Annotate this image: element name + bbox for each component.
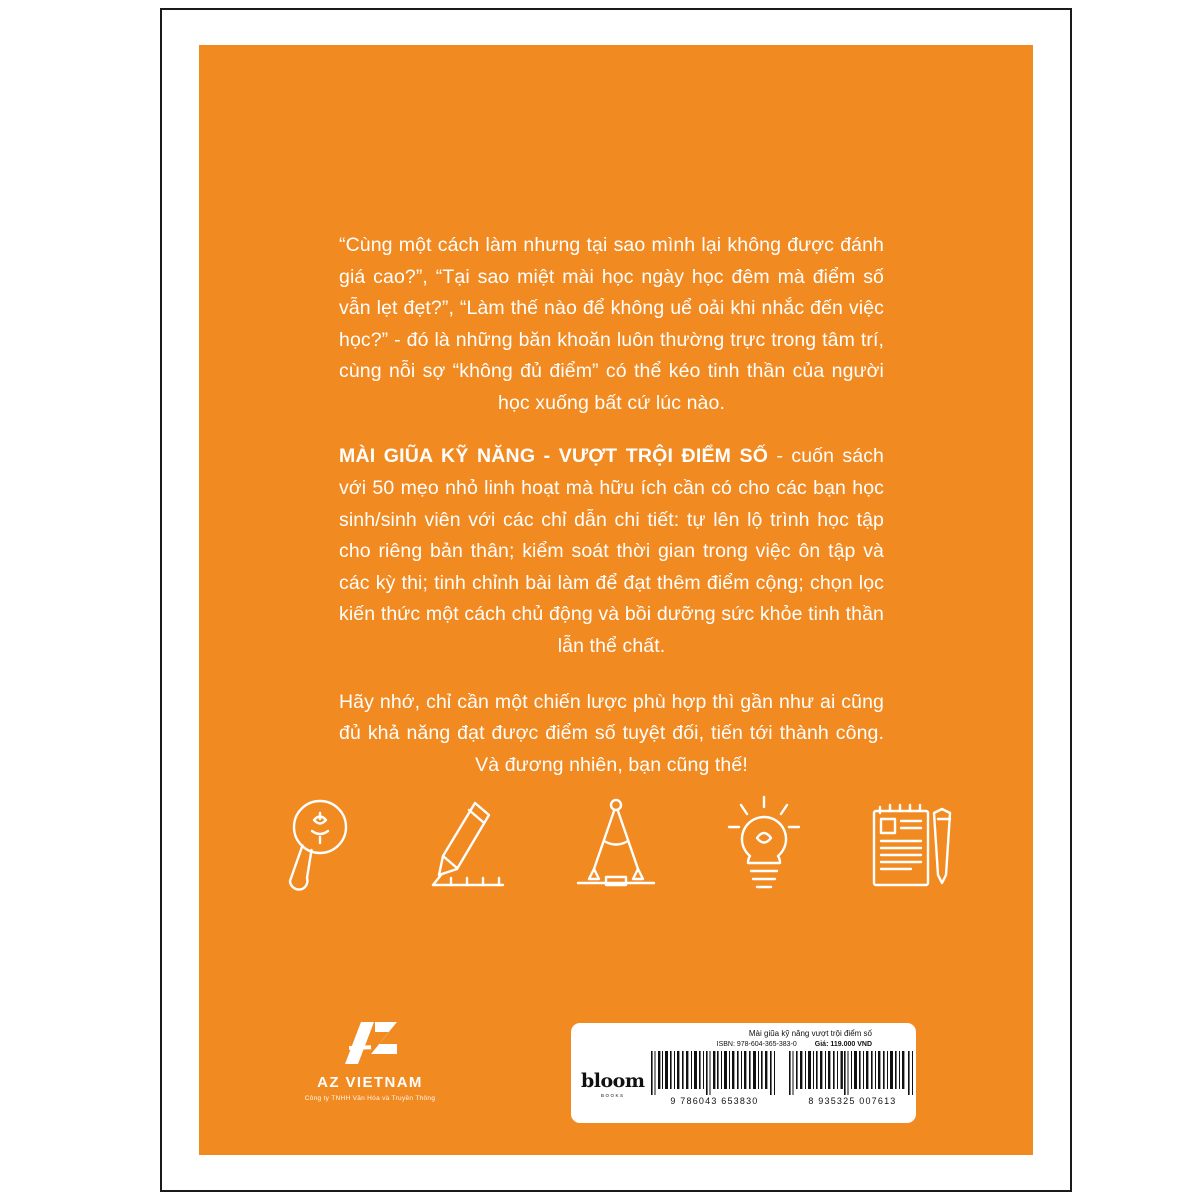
imprint-name: bloom <box>581 1070 645 1093</box>
blurb-paragraph-2-rest: - cuốn sách với 50 mẹo nhỏ linh hoạt mà hữu ích cần có cho các bạn học sinh/sinh viên với các chỉ dẫn chi tiết: tự lên lộ trình học tập cho riêng bản thân; kiểm soát thời gian trong việc ôn tập và các kỳ thi; tinh chỉnh bài làm để đạt thêm điểm cộng; chọn lọc kiến thức một cách chủ động và bồi dưỡng sức khỏe tinh thần lẫn thể chất. <box>339 445 884 657</box>
barcode-book-title: Mài giũa kỹ năng vượt trội điểm số <box>748 1029 872 1038</box>
barcode-right-bars <box>788 1051 916 1095</box>
barcode-left-bars <box>650 1051 778 1095</box>
publisher-tagline: Công ty TNHH Văn Hóa và Truyền Thông <box>304 1095 436 1102</box>
barcode-panel <box>571 1023 916 1123</box>
publisher-block <box>265 1020 475 1102</box>
notepad-pencil-icon <box>862 790 962 900</box>
az-logo-mark <box>341 1020 399 1066</box>
blurb-paragraph-1: “Cùng một cách làm nhưng tại sao mình lại không được đánh giá cao?”, “Tại sao miệt mài học ngày học đêm mà điểm số vẫn lẹt đẹt?”, “Làm thế nào để không uể oải khi nhắc đến việc học?” - đó là những băn khoăn luôn thường trực trong tâm trí, cùng nỗi sợ “không đủ điểm” có thể kéo tinh thần của người học xuống bất cứ lúc nào. <box>339 234 884 414</box>
back-cover <box>199 45 1033 1155</box>
lightbulb-idea-icon <box>714 790 814 900</box>
barcode-left-digits: 9 786043 653830 <box>670 1096 759 1107</box>
compass-drafting-icon <box>566 790 666 900</box>
imprint-logo <box>581 1070 644 1106</box>
publisher-name: AZ VIETNAM <box>317 1074 423 1091</box>
blurb-paragraph-3: Hãy nhớ, chỉ cần một chiến lược phù hợp thì gần như ai cũng đủ khả năng đạt được điểm số tuyệt đối, tiến tới thành công. Và đương nhiên, bạn cũng thế! <box>339 690 884 776</box>
price-label: Giá: 119.000 VND <box>814 1041 872 1049</box>
book-title-inline: MÀI GIŨA KỸ NĂNG - VƯỢT TRỘI ĐIỂM SỐ <box>339 445 769 468</box>
blurb-paragraph-2 <box>339 441 884 662</box>
imprint-subtitle: BOOKS <box>600 1093 625 1099</box>
barcode-right-digits: 8 935325 007613 <box>808 1096 897 1107</box>
magnifier-search-icon <box>270 790 370 900</box>
isbn-label: ISBN: 978-604-365-383-0 <box>716 1041 797 1049</box>
icon-row <box>199 790 1033 900</box>
barcode-left <box>650 1051 778 1106</box>
barcode-right <box>788 1051 916 1106</box>
blurb-text-block <box>339 230 884 781</box>
pencil-ruler-icon <box>418 790 518 900</box>
